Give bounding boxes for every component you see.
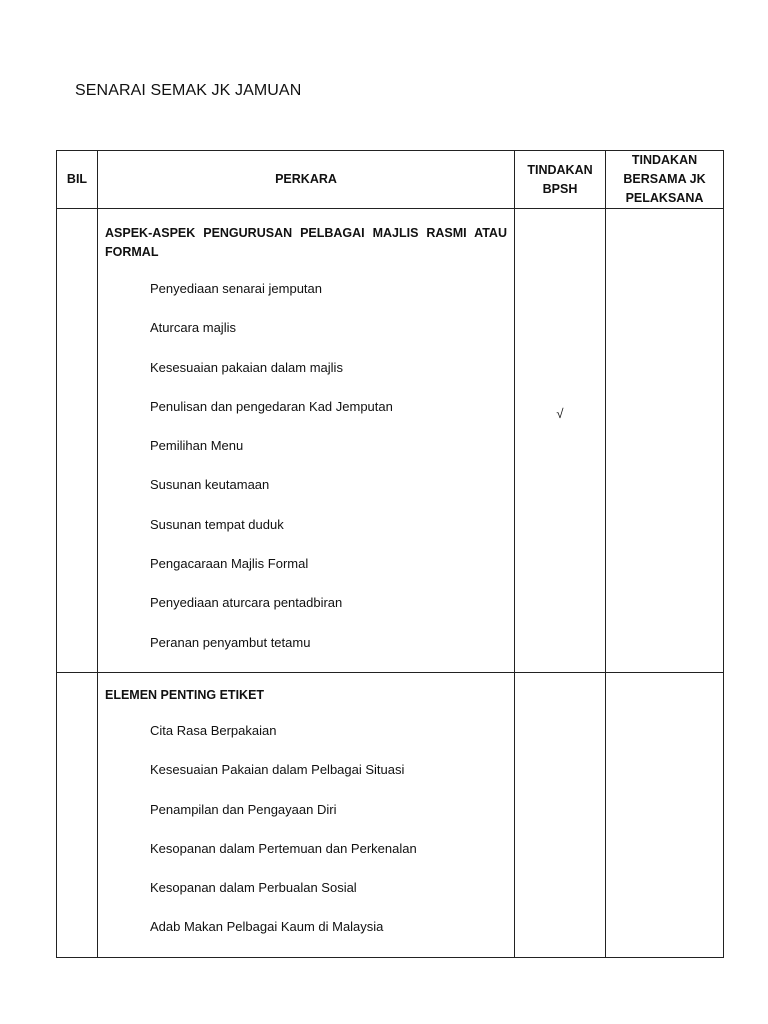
table-row	[57, 673, 724, 958]
item-list	[98, 721, 514, 957]
table-header-row	[57, 151, 724, 209]
list-item: Adab Makan Pelbagai Kaum di Malaysia	[150, 919, 384, 935]
item-list	[98, 279, 514, 672]
tindakan-bpsh-cell	[515, 209, 606, 673]
list-item: Penampilan dan Pengayaan Diri	[150, 801, 337, 817]
list-item: Kesesuaian pakaian dalam majlis	[150, 359, 343, 375]
section-heading: ASPEK-ASPEK PENGURUSAN PELBAGAI MAJLIS RASMI ATAU FORMAL	[105, 226, 507, 259]
list-item: Penyediaan senarai jemputan	[150, 281, 323, 296]
tindakan-bersama-cell	[606, 209, 724, 673]
list-item: Penulisan dan pengedaran Kad Jemputan	[150, 398, 393, 414]
bil-cell	[57, 209, 98, 673]
tindakan-bersama-cell	[606, 673, 724, 958]
section-heading: ELEMEN PENTING ETIKET	[105, 688, 265, 702]
tindakan-bpsh-cell	[515, 673, 606, 958]
header-tindakan-bersama-jk-pelaksana: TINDAKAN BERSAMA JK PELAKSANA	[606, 151, 724, 209]
list-item: Peranan penyambut tetamu	[150, 634, 311, 650]
list-item: Cita Rasa Berpakaian	[150, 723, 277, 738]
list-item: Susunan tempat duduk	[150, 516, 284, 532]
list-item: Pengacaraan Majlis Formal	[150, 556, 309, 572]
list-item: Pemilihan Menu	[150, 438, 244, 454]
list-item: Kesopanan dalam Perbualan Sosial	[150, 880, 357, 896]
header-perkara: PERKARA	[98, 151, 515, 209]
header-bil: BIL	[57, 151, 98, 209]
checklist-table	[56, 150, 724, 958]
list-item: Susunan keutamaan	[150, 477, 270, 493]
perkara-cell	[98, 209, 515, 673]
document-title: SENARAI SEMAK JK JAMUAN	[75, 82, 302, 99]
list-item: Kesopanan dalam Pertemuan dan Perkenalan	[150, 840, 417, 856]
list-item: Kesesuaian Pakaian dalam Pelbagai Situasi	[150, 762, 405, 778]
list-item: Aturcara majlis	[150, 320, 236, 336]
perkara-cell	[98, 673, 515, 958]
bil-cell	[57, 673, 98, 958]
header-tindakan-bpsh: TINDAKAN BPSH	[515, 151, 606, 209]
table-row	[57, 209, 724, 673]
check-mark: √	[556, 406, 564, 421]
list-item: Penyediaan aturcara pentadbiran	[150, 595, 343, 611]
